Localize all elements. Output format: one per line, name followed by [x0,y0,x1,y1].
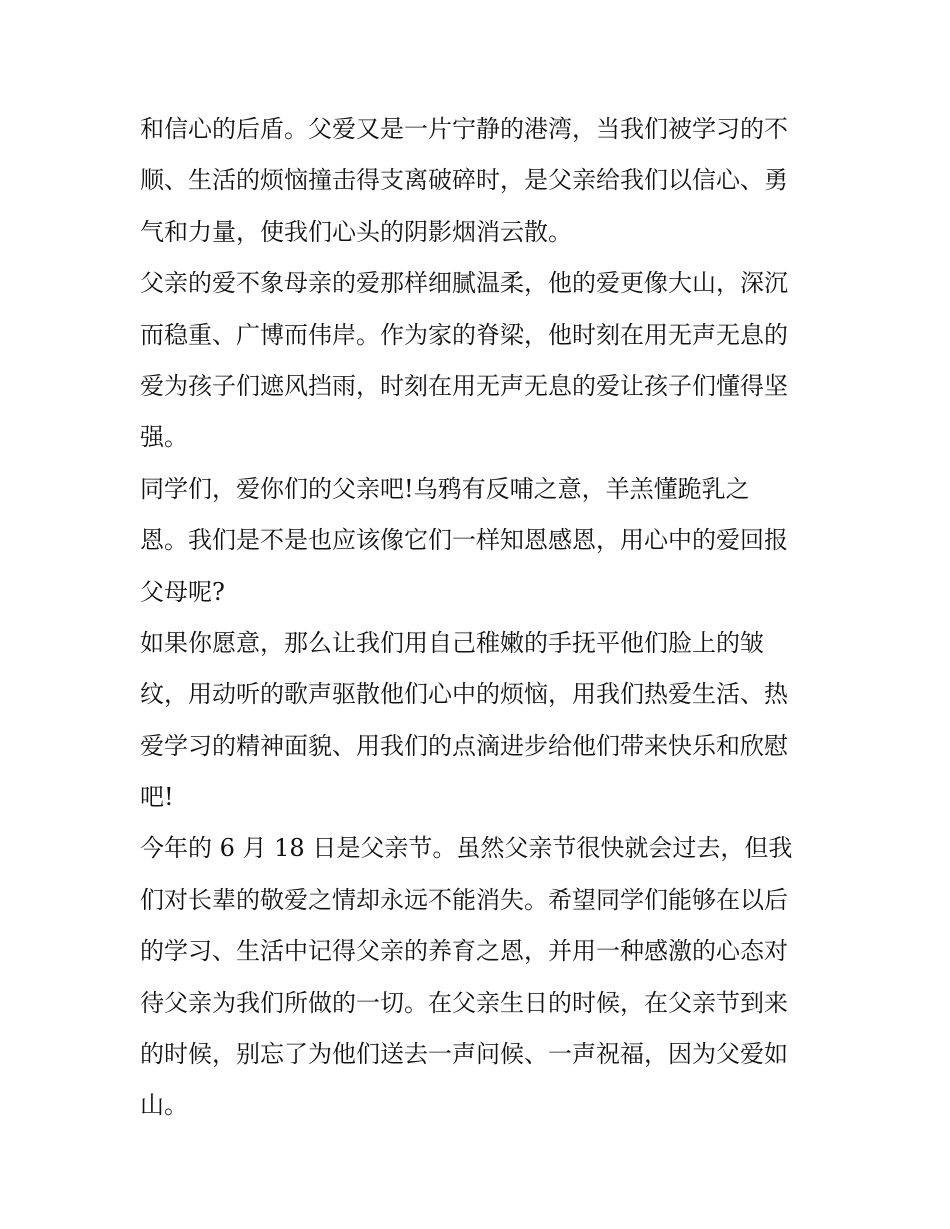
text-line-11: 如果你愿意，那么让我们用自己稚嫩的手抚平他们脸上的皱 [140,628,764,657]
text-line-18: 待父亲为我们所做的一切。在父亲生日的时候，在父亲节到来 [140,988,788,1017]
text-line-3: 气和力量，使我们心头的阴影烟消云散。 [140,217,572,246]
text-line-20: 山。 [140,1091,188,1120]
text-line-2: 顺、生活的烦恼撞击得支离破碎时，是父亲给我们以信心、勇 [140,166,788,195]
text-line-8: 同学们，爱你们的父亲吧!乌鸦有反哺之意，羊羔懂跪乳之 [140,474,750,503]
text-line-12: 纹，用动听的歌声驱散他们心中的烦恼，用我们热爱生活、热 [140,680,788,709]
body-text [140,104,830,1132]
text-line-10: 父母呢? [140,577,225,606]
text-line-16: 们对长辈的敬爱之情却永远不能消失。希望同学们能够在以后 [140,885,788,914]
text-line-6: 爱为孩子们遮风挡雨，时刻在用无声无息的爱让孩子们懂得坚 [140,371,788,400]
text-line-19: 的时候，别忘了为他们送去一声问候、一声祝福，因为父爱如 [140,1040,788,1069]
text-line-5: 而稳重、广博而伟岸。作为家的脊梁，他时刻在用无声无息的 [140,320,788,349]
text-line-14: 吧! [140,783,174,812]
text-line-9: 恩。我们是不是也应该像它们一样知恩感恩，用心中的爱回报 [140,526,788,555]
text-line-13: 爱学习的精神面貌、用我们的点滴进步给他们带来快乐和欣慰 [140,731,788,760]
text-line-15: 今年的 6 月 18 日是父亲节。虽然父亲节很快就会过去，但我 [140,834,793,863]
text-line-17: 的学习、生活中记得父亲的养育之恩，并用一种感激的心态对 [140,937,788,966]
text-line-1: 和信心的后盾。父爱又是一片宁静的港湾，当我们被学习的不 [140,115,788,143]
text-line-4: 父亲的爱不象母亲的爱那样细腻温柔，他的爱更像大山，深沉 [140,269,788,298]
text-line-7: 强。 [140,423,188,452]
